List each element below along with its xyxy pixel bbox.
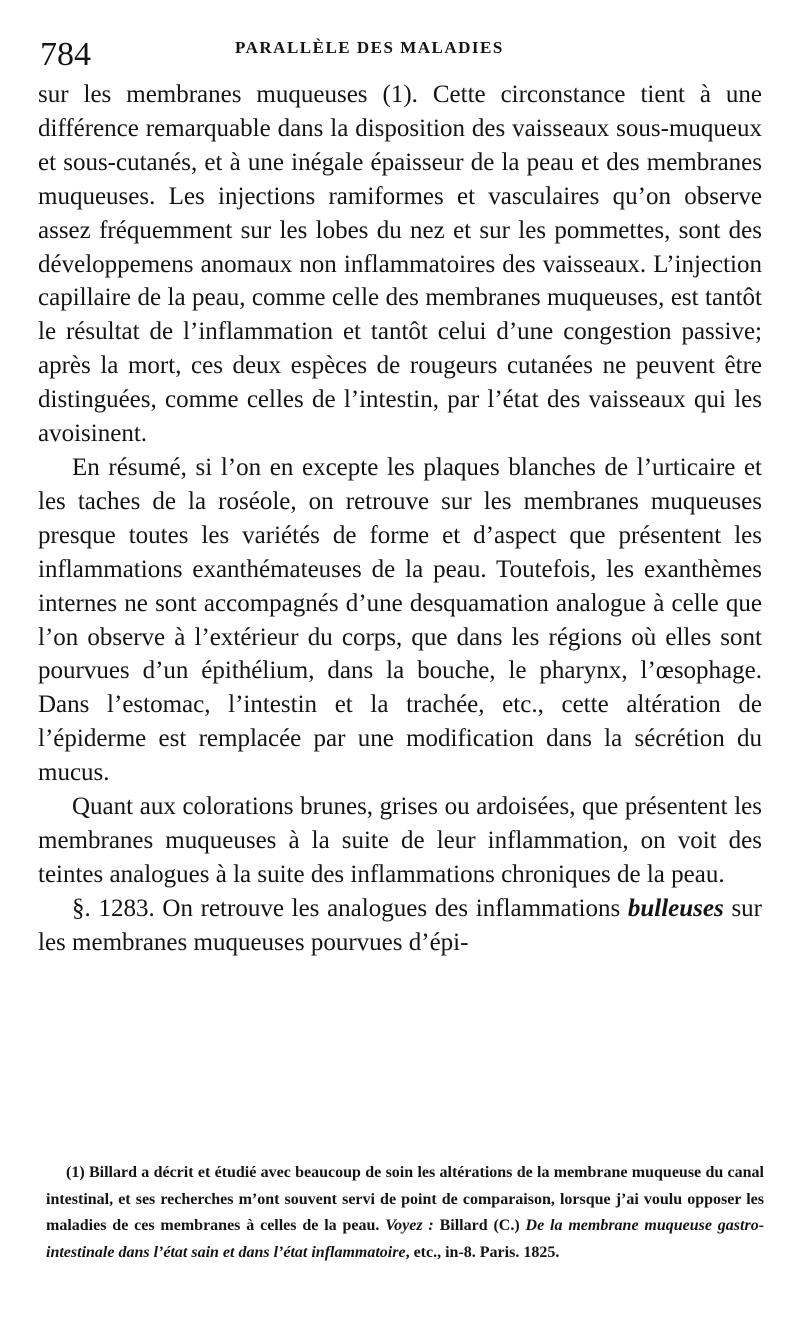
page-number: 784 — [40, 36, 91, 73]
footnote-title-b: l’état sain et dans l’état inflammatoire — [153, 1243, 406, 1261]
footnote — [46, 1160, 764, 1266]
footnote-text-1: (1) Billard a décrit et étudié avec beaucoup de soin les altérations de la membrane muqueuse du canal intestinal, et ses recherches m’ont souvent servi de point de comparaison, lorsque j’ai voulu opposer les maladies de ces membranes à celles de la peau. — [46, 1164, 764, 1234]
paragraph-4 — [38, 892, 762, 960]
footnote-publication: , etc., in-8. Paris. 1825. — [405, 1243, 560, 1261]
running-title: PARALLÈLE DES MALADIES — [235, 38, 504, 57]
italic-term-bulleuses: bulleuses — [627, 894, 724, 922]
paragraph-4-end: sur les membranes muqueuses pourvues d’épi- — [38, 894, 762, 956]
footnote-title-a: De la membrane muqueuse gastro-intestinale — [46, 1217, 765, 1261]
paragraph-3: Quant aux colorations brunes, grises ou ardoisées, que présentent les membranes muqueuses à la suite de leur inflammation, on voit des teintes analogues à la suite des inflammations chroniques de la peau. — [38, 793, 762, 888]
footnote-author: Billard (C.) — [433, 1217, 526, 1234]
paragraph-1: sur les membranes muqueuses (1). Cette circonstance tient à une différence remarquable dans la disposition des vaisseaux sous-muqueux et sous-cutanés, et à une inégale épaisseur de la peau et des membranes muqueuses. Les injections ramiformes et vasculaires qu’on observe assez fréquemment sur les lobes du nez et sur les pommettes, sont des développemens anomaux non inflammatoires des vaisseaux. L’injection capillaire de la peau, comme celle des membranes muqueuses, est tantôt le résultat de l’inflammation et tantôt celui d’une congestion passive; après la mort, ces deux espèces de rougeurs cutanées ne peuvent être distinguées, comme celles de l’intestin, par l’état des vaisseaux qui les avoisinent. — [38, 81, 762, 448]
footnote-1 — [46, 1160, 764, 1266]
footnote-dans: dans — [114, 1243, 154, 1261]
page-header — [40, 30, 770, 80]
main-text — [38, 78, 762, 960]
paragraph-4-start: §. 1283. On retrouve les analogues des inflammations — [72, 894, 628, 922]
footnote-voyez: Voyez : — [385, 1217, 434, 1234]
paragraph-2: En résumé, si l’on en excepte les plaques blanches de l’urticaire et les taches de la roséole, on retrouve sur les membranes muqueuses presque toutes les variétés de forme et d’aspect que présentent les inflammations exanthémateuses de la peau. Toutefois, les exanthèmes internes ne sont accompagnés d’une desquamation analogue à celle que l’on observe à l’extérieur du corps, que dans les régions où elles sont pourvues d’un épithélium, dans la bouche, le pharynx, l’œsophage. Dans l’estomac, l’intestin et la trachée, etc., cette altération de l’épiderme est remplacée par une modification dans la sécrétion du mucus. — [38, 453, 762, 787]
